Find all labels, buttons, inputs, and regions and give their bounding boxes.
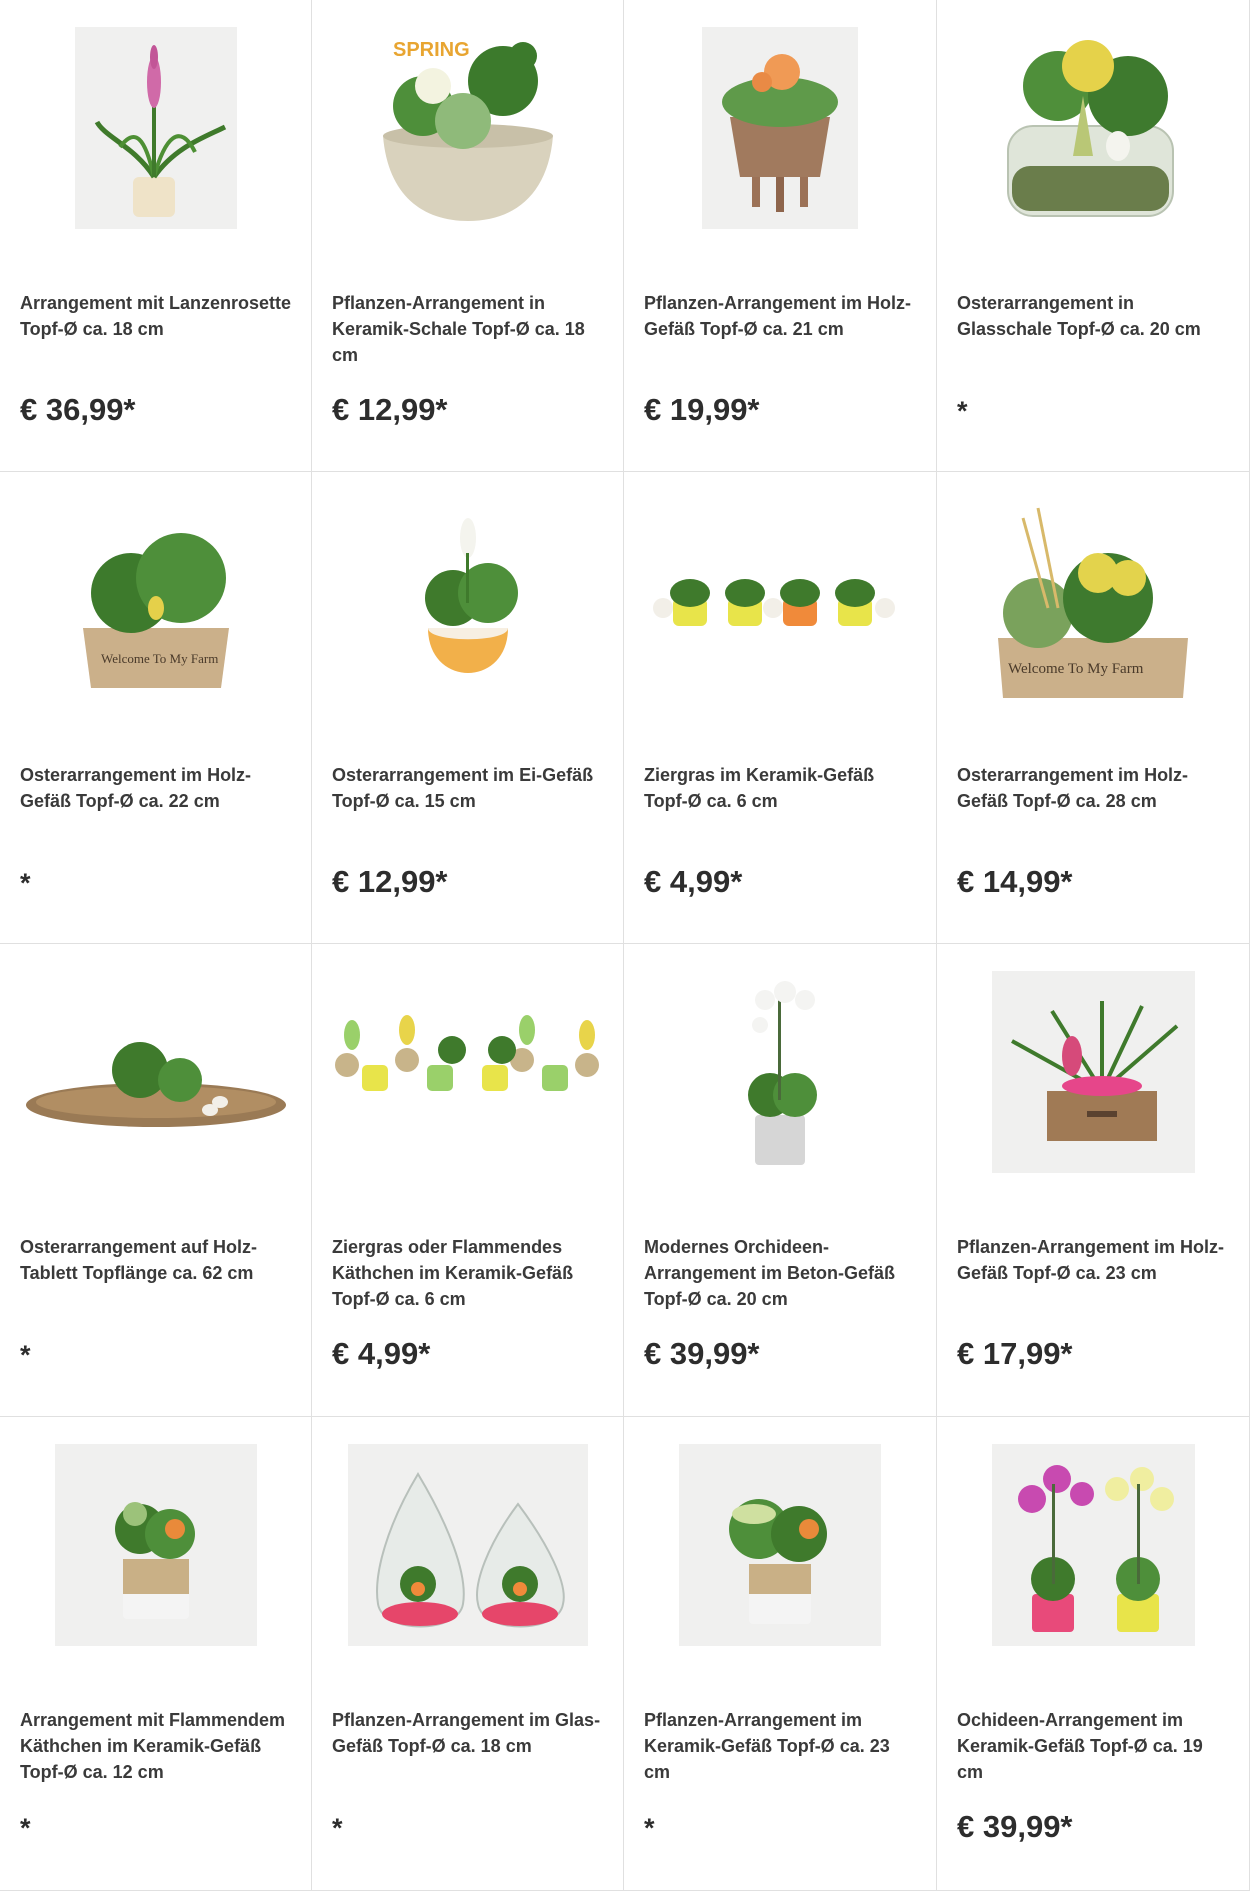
product-image-bunny-pots[interactable]	[332, 970, 603, 1174]
product-card[interactable]	[624, 1417, 937, 1891]
product-title[interactable]: Osterarrangement im Ei-Gefäß Topf-Ø ca. 15 cm	[332, 765, 594, 811]
product-card[interactable]	[312, 0, 624, 472]
product-price: € 17,99*	[957, 1336, 1073, 1371]
product-image-bromeliad[interactable]	[75, 27, 237, 229]
spring-sign: SPRING	[392, 39, 470, 61]
product-card[interactable]	[0, 472, 312, 944]
product-card[interactable]	[937, 944, 1250, 1417]
product-title[interactable]: Ziergras oder Flammendes Käthchen im Keramik-Gefäß Topf-Ø ca. 6 cm	[332, 1237, 574, 1309]
product-price: € 39,99*	[644, 1336, 760, 1371]
product-price: *	[20, 868, 31, 898]
product-image-orchids-two[interactable]	[992, 1444, 1195, 1646]
product-card[interactable]	[0, 1417, 312, 1891]
product-title[interactable]: Pflanzen-Arrangement im Keramik-Gefäß Topf-Ø ca. 23 cm	[644, 1710, 890, 1782]
product-card[interactable]	[312, 472, 624, 944]
product-title[interactable]: Ziergras im Keramik-Gefäß Topf-Ø ca. 6 cm	[644, 765, 875, 811]
crate-label: Welcome To My Farm	[100, 651, 218, 666]
product-image-wooden-drawer[interactable]	[992, 971, 1195, 1173]
product-card[interactable]	[0, 0, 312, 472]
product-price: *	[957, 396, 968, 426]
product-card[interactable]	[624, 472, 937, 944]
product-title[interactable]: Osterarrangement im Holz-Gefäß Topf-Ø ca. 22 cm	[20, 765, 252, 811]
product-title[interactable]: Osterarrangement in Glasschale Topf-Ø ca. 20 cm	[957, 293, 1201, 339]
product-title[interactable]: Pflanzen-Arrangement in Keramik-Schale Topf-Ø ca. 18 cm	[332, 293, 585, 365]
product-price: € 4,99*	[644, 864, 743, 899]
product-price: € 39,99*	[957, 1809, 1073, 1844]
product-price: *	[20, 1340, 31, 1370]
crate-label: Welcome To My Farm	[1008, 661, 1144, 677]
product-title[interactable]: Arrangement mit Lanzenrosette Topf-Ø ca. 18 cm	[20, 293, 292, 339]
product-title[interactable]: Pflanzen-Arrangement im Glas-Gefäß Topf-Ø ca. 18 cm	[332, 1710, 601, 1756]
product-image-kalanchoe-pot[interactable]	[55, 1444, 257, 1646]
product-card[interactable]	[0, 944, 312, 1417]
product-title[interactable]: Modernes Orchideen-Arrangement im Beton-Gefäß Topf-Ø ca. 20 cm	[644, 1237, 896, 1309]
product-price: *	[332, 1813, 343, 1843]
product-card[interactable]	[312, 944, 624, 1417]
product-card[interactable]	[312, 1417, 624, 1891]
product-image-orchid-concrete[interactable]	[710, 970, 850, 1174]
product-card[interactable]	[937, 1417, 1250, 1891]
product-card[interactable]	[624, 944, 937, 1417]
product-image-wood-tray[interactable]	[20, 970, 291, 1174]
product-image-glass-bowl[interactable]	[978, 26, 1208, 230]
product-price: € 19,99*	[644, 392, 760, 427]
product-image-wooden-pot[interactable]	[702, 27, 858, 229]
product-image-grass-pots[interactable]	[645, 498, 915, 702]
product-title[interactable]: Osterarrangement im Holz-Gefäß Topf-Ø ca. 28 cm	[957, 765, 1189, 811]
product-image-glass-drops[interactable]	[348, 1444, 588, 1646]
product-title[interactable]: Arrangement mit Flammendem Käthchen im Keramik-Gefäß Topf-Ø ca. 12 cm	[20, 1710, 286, 1782]
product-title[interactable]: Pflanzen-Arrangement im Holz-Gefäß Topf-Ø ca. 23 cm	[957, 1237, 1225, 1283]
product-price: € 12,99*	[332, 864, 448, 899]
product-price: € 12,99*	[332, 392, 448, 427]
product-title[interactable]: Pflanzen-Arrangement im Holz-Gefäß Topf-Ø ca. 21 cm	[644, 293, 912, 339]
product-card[interactable]	[937, 0, 1250, 472]
product-image-dieffenbachia[interactable]	[679, 1444, 881, 1646]
product-card[interactable]	[937, 472, 1250, 944]
product-title[interactable]: Osterarrangement auf Holz-Tablett Topflänge ca. 62 cm	[20, 1237, 258, 1283]
product-price: *	[20, 1813, 31, 1843]
product-title[interactable]: Ochideen-Arrangement im Keramik-Gefäß Topf-Ø ca. 19 cm	[957, 1710, 1203, 1782]
product-price: € 36,99*	[20, 392, 136, 427]
product-price: € 4,99*	[332, 1336, 431, 1371]
product-image-egg-pot[interactable]	[398, 498, 538, 702]
product-price: € 14,99*	[957, 864, 1073, 899]
product-image-farm-crate[interactable]	[61, 498, 251, 702]
product-image-ceramic-bowl[interactable]	[363, 26, 573, 230]
product-price: *	[644, 1813, 655, 1843]
product-card[interactable]	[624, 0, 937, 472]
product-image-farm-crate-large[interactable]	[978, 498, 1208, 702]
